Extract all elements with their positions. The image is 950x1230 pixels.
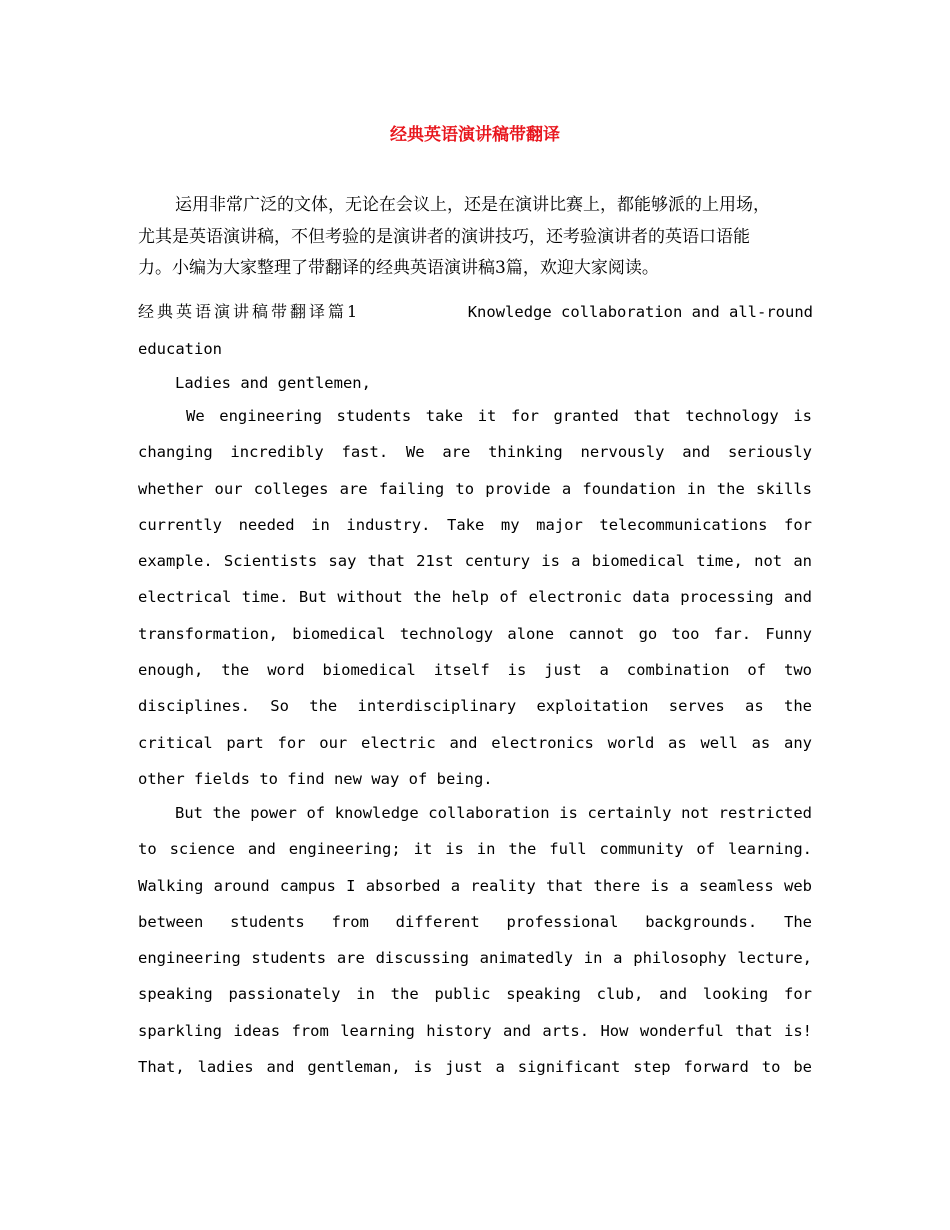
- paragraph-line: transformation, biomedical technology alone cannot go too far. Funny: [138, 624, 812, 643]
- paragraph-line: But the power of knowledge collaboration is certainly not restricted: [175, 804, 812, 822]
- paragraph-line: speaking passionately in the public speaking club, and looking for: [138, 985, 812, 1004]
- intro-line: 运用非常广泛的文体，无论在会议上，还是在演讲比赛上，都能够派的上用场，: [175, 195, 770, 215]
- document-title: 经典英语演讲稿带翻译: [390, 125, 560, 145]
- intro-paragraph: [138, 190, 813, 285]
- paragraph-line: changing incredibly fast. We are thinking nervously and seriously: [138, 443, 812, 462]
- paragraph-1: [138, 402, 812, 801]
- paragraph-line: currently needed in industry. Take my major telecommunications for: [138, 515, 812, 534]
- paragraph-line: sparkling ideas from learning history and arts. How wonderful that is!: [138, 1021, 812, 1040]
- section-heading-en-continued: education: [138, 340, 222, 358]
- paragraph-2: [138, 799, 812, 1089]
- paragraph-line: We engineering students take it for granted that technology is: [186, 407, 812, 425]
- paragraph-line: disciplines. So the interdisciplinary exploitation serves as the: [138, 697, 812, 716]
- paragraph-line: critical part for our electric and electronics world as well as any: [138, 733, 812, 752]
- paragraph-line: example. Scientists say that 21st century is a biomedical time, not an: [138, 552, 812, 571]
- paragraph-line: other fields to find new way of being.: [138, 769, 493, 788]
- paragraph-line: between students from different professional backgrounds. The: [138, 912, 812, 931]
- paragraph-line: to science and engineering; it is in the full community of learning.: [138, 840, 812, 859]
- paragraph-line: engineering students are discussing animatedly in a philosophy lecture,: [138, 949, 812, 968]
- intro-line: 尤其是英语演讲稿，不但考验的是演讲者的演讲技巧，还考验演讲者的英语口语能: [138, 226, 750, 247]
- salutation: Ladies and gentlemen,: [175, 374, 371, 392]
- paragraph-line: whether our colleges are failing to provide a foundation in the skills: [138, 479, 812, 498]
- section-heading-cn: 经典英语演讲稿带翻译篇1: [138, 302, 361, 321]
- paragraph-line: Walking around campus I absorbed a reality that there is a seamless web: [138, 876, 812, 895]
- section-heading: [138, 298, 813, 326]
- paragraph-line: enough, the word biomedical itself is just a combination of two: [138, 661, 812, 680]
- paragraph-line: That, ladies and gentleman, is just a significant step forward to be: [138, 1058, 812, 1077]
- intro-line: 力。小编为大家整理了带翻译的经典英语演讲稿3篇，欢迎大家阅读。: [138, 258, 659, 278]
- section-heading-en: Knowledge collaboration and all-round: [467, 303, 813, 321]
- paragraph-line: electrical time. But without the help of electronic data processing and: [138, 588, 812, 607]
